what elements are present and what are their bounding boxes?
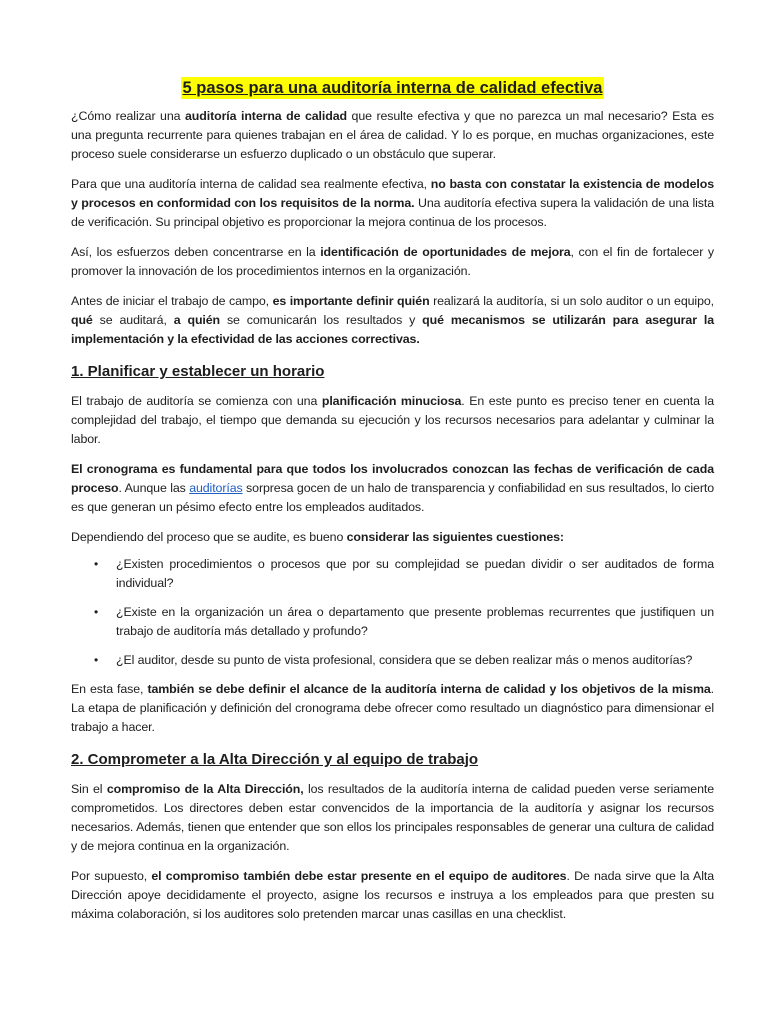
section-2-paragraph-2: Por supuesto, el compromiso también debe estar presente en el equipo de auditores. De nada sirve que la Alta Dirección apoye decididamente el proyecto, asigne los recursos e instruya a los empleados para que presten su máxima colaboración, si los auditores solo pretenden marcar unas casillas en una checklist. [71,869,714,921]
list-item: • ¿Existen procedimientos o procesos que por su complejidad se puedan dividir o ser auditados de forma individual? [94,557,714,590]
section-2-paragraph-1: Sin el compromiso de la Alta Dirección, los resultados de la auditoría interna de calidad pueden verse seriamente comprometidos. Los directores deben estar convencidos de la importancia de la auditoría y asignar los recursos necesarios. Además, tienen que entender que son ellos los principales responsables de generar una cultura de calidad y de mejora continua en la organización. [71,782,714,853]
intro-paragraph-1: ¿Cómo realizar una auditoría interna de calidad que resulte efectiva y que no parezca un mal necesario? Esta es una pregunta recurrente para quienes trabajan en el área de calidad. Y lo es porque, en muchas organizaciones, este proceso suele considerarse un esfuerzo duplicado o un obstáculo que superar. [71,109,714,161]
title-block [71,77,714,101]
intro-paragraph-3: Así, los esfuerzos deben concentrarse en la identificación de oportunidades de mejora, con el fin de fortalecer y promover la innovación de los procedimientos internos en la organización. [71,245,714,278]
section-1-paragraph-3: Dependiendo del proceso que se audite, es bueno considerar las siguientes cuestiones: [71,530,564,544]
intro-paragraph-2: Para que una auditoría interna de calidad sea realmente efectiva, no basta con constatar la existencia de modelos y procesos en conformidad con los requisitos de la norma. Una auditoría efectiva supera la validación de una lista de verificación. Su principal objetivo es proporcionar la mejora continua de los procesos. [71,177,714,229]
questions-list [71,555,714,670]
auditorias-link[interactable]: auditorías [189,481,243,495]
section-1-paragraph-1: El trabajo de auditoría se comienza con una planificación minuciosa. En este punto es preciso tener en cuenta la complejidad del trabajo, el tiempo que demanda su ejecución y los recursos necesarios para adelantar y culminar la labor. [71,394,714,446]
document-page [71,0,714,924]
section-2-heading: 2. Comprometer a la Alta Dirección y al equipo de trabajo [71,751,479,768]
bullet-icon: • [94,605,99,619]
section-1-paragraph-4: En esta fase, también se debe definir el alcance de la auditoría interna de calidad y los objetivos de la misma. La etapa de planificación y definición del cronograma debe ofrecer como resultado un diagnóstico para dimensionar el trabajo a hacer. [71,682,714,734]
bullet-icon: • [94,557,99,571]
section-1-heading: 1. Planificar y establecer un horario [71,363,325,380]
section-1-paragraph-2: El cronograma es fundamental para que todos los involucrados conozcan las fechas de verificación de cada proceso. Aunque las auditorías sorpresa gocen de un halo de transparencia y confiabilidad en sus resultados, lo cierto es que generan un pésimo efecto entre los empleados auditados. [71,462,714,514]
intro-paragraph-4: Antes de iniciar el trabajo de campo, es importante definir quién realizará la auditoría, si un solo auditor o un equipo, qué se auditará, a quién se comunicarán los resultados y qué mecanismos se utilizarán para asegurar la implementación y la efectividad de las acciones correctivas. [71,294,714,346]
document-title: 5 pasos para una auditoría interna de calidad efectiva [182,79,603,97]
bullet-icon: • [94,653,99,667]
list-item: • ¿El auditor, desde su punto de vista profesional, considera que se deben realizar más o menos auditorías? [71,651,714,670]
list-item: • ¿Existe en la organización un área o departamento que presente problemas recurrentes que justifiquen un trabajo de auditoría más detallado y profundo? [94,605,714,638]
